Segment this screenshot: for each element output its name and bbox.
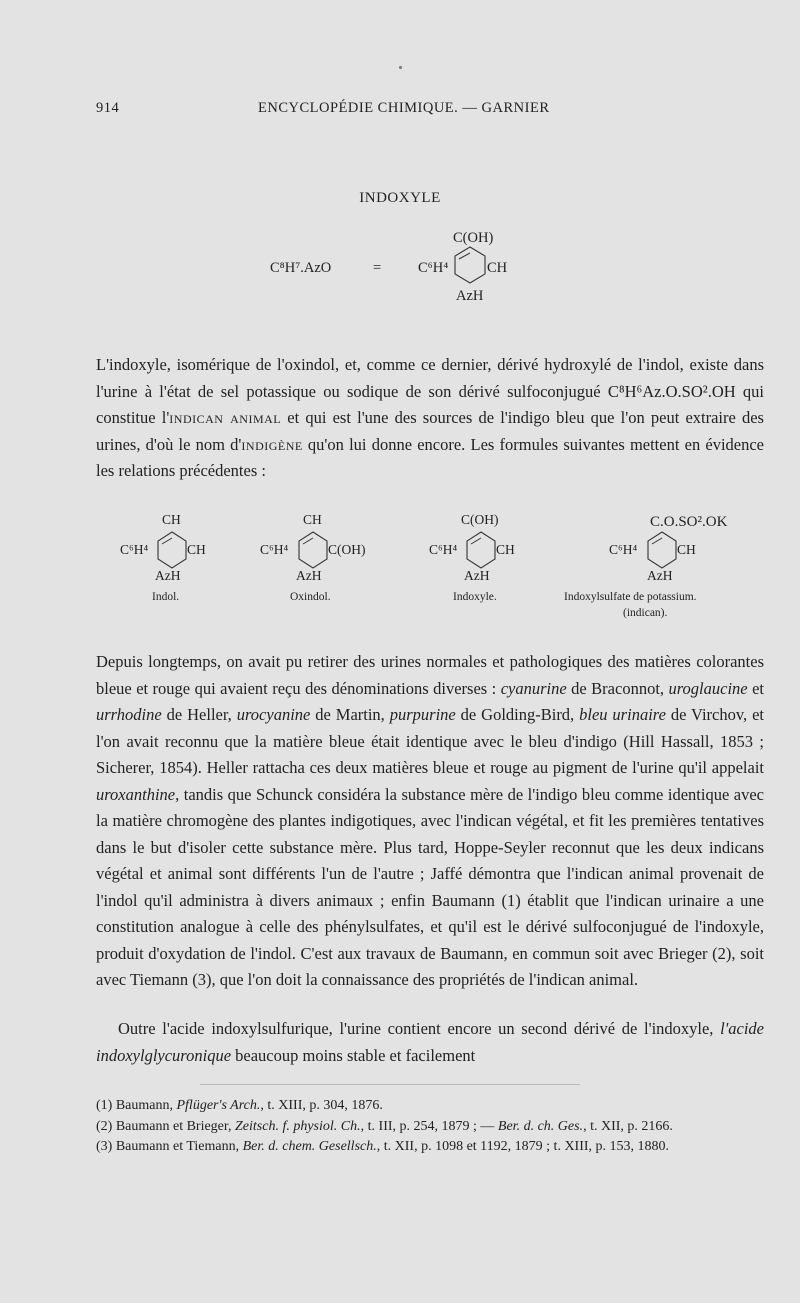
equation-equals: = bbox=[373, 260, 382, 276]
italic-term: l'acide indoxylglycuronique bbox=[96, 1019, 764, 1065]
footnote-journal: Ber. d. chem. Gesellsch. bbox=[242, 1139, 377, 1154]
footnote-text: , t. XII, p. 2166. bbox=[583, 1118, 673, 1134]
paragraph-text: qu'on lui donne encore. Les formules suivantes mettent en évidence les relations précédentes : bbox=[96, 434, 765, 480]
structure-top: C.O.SO².OK bbox=[650, 514, 728, 530]
italic-term: cyanurine bbox=[500, 678, 567, 698]
footnote-separator bbox=[200, 1084, 580, 1085]
italic-term: uroxanthine bbox=[96, 784, 176, 804]
structure-indoxyle bbox=[401, 512, 531, 637]
footnote-journal: Zeitsch. f. physiol. Ch. bbox=[235, 1118, 361, 1134]
equation-top-group: C(OH) bbox=[453, 230, 494, 246]
structure-ring-right: CH bbox=[496, 542, 515, 557]
structure-indican bbox=[564, 512, 769, 637]
footnote-1 bbox=[96, 1096, 764, 1117]
paragraph-text: L'indoxyle, isomérique de l'oxindol, et, comme ce dernier, dérivé hydroxylé de l'indol, existe dans l'urine à l'état de sel potassique ou sodique de son dérivé sulfoconjugué C⁸H⁶Az.O.SO².OH qui constitue l' bbox=[96, 355, 764, 427]
structure-top: C(OH) bbox=[461, 512, 499, 527]
structure-label: Indoxyle. bbox=[453, 591, 497, 603]
italic-term: uroglaucine bbox=[668, 678, 748, 698]
footnote-2 bbox=[96, 1117, 764, 1138]
footnote-journal: Pflüger's Arch. bbox=[176, 1098, 261, 1113]
italic-term: bleu urinaire bbox=[579, 705, 666, 724]
structure-bottom: AzH bbox=[155, 568, 181, 583]
structure-top: CH bbox=[303, 512, 322, 527]
structure-ring-right: CH bbox=[187, 542, 206, 557]
structure-label: Indol. bbox=[152, 591, 180, 603]
structure-bottom: AzH bbox=[464, 568, 490, 583]
italic-term: urrhodine bbox=[96, 705, 162, 724]
paragraph-text: Outre l'acide indoxylsulfurique, l'urine contient encore un second dérivé de l'indoxyle, bbox=[118, 1019, 721, 1038]
structure-top: CH bbox=[162, 512, 181, 527]
running-title: ENCYCLOPÉDIE CHIMIQUE. — GARNIER bbox=[258, 100, 550, 116]
footnote-text: , t. III, p. 254, 1879 ; — bbox=[360, 1118, 498, 1134]
footnote-text: (2) Baumann et Brieger, bbox=[96, 1118, 236, 1134]
structure-ring-left: C⁶H⁴ bbox=[120, 542, 149, 557]
structure-ring-right: CH bbox=[677, 542, 696, 557]
structure-label: Indoxylsulfate de potassium. bbox=[564, 591, 697, 603]
paragraph-text: de Virchov, et l'on avait reconnu que la matière bleue était identique avec le bleu d'indigo (Hill Hassall, 1853 ; Sicherer, 1854). Heller rattacha ces deux matières bleue et rouge au pigment de l'urine qu'il appelait bbox=[96, 705, 764, 777]
structure-bottom: AzH bbox=[296, 568, 322, 583]
indoxyle-equation bbox=[270, 225, 570, 315]
structure-oxindol bbox=[236, 512, 376, 637]
structure-ring-left: C⁶H⁴ bbox=[260, 542, 289, 557]
structure-label: Oxindol. bbox=[290, 591, 331, 603]
equation-ring-right: CH bbox=[487, 260, 508, 276]
paragraph-text: et qui est l'une des sources de l'indigo bleu que l'on peut extraire des urines, d'où le nom d' bbox=[96, 408, 764, 454]
structure-ring-right: C(OH) bbox=[328, 542, 366, 557]
footnote-journal: Ber. d. ch. Ges. bbox=[497, 1118, 584, 1134]
footnote-3 bbox=[96, 1137, 764, 1158]
small-caps-term: indigène bbox=[241, 434, 303, 454]
footnotes bbox=[96, 1096, 764, 1158]
structural-formulas bbox=[96, 512, 776, 637]
footnote-text: , t. XIII, p. 304, 1876. bbox=[260, 1098, 383, 1113]
paragraph-history bbox=[96, 649, 764, 994]
footnote-text: (1) Baumann, bbox=[96, 1098, 177, 1113]
paragraph-text: de Heller, bbox=[161, 705, 237, 724]
structure-ring-left: C⁶H⁴ bbox=[609, 542, 638, 557]
paragraph-indoxyle-intro bbox=[96, 352, 764, 485]
paragraph-text: Depuis longtemps, on avait pu retirer des urines normales et pathologiques des matières colorantes bleue et rouge qui avaient reçu des dénominations diverses : bbox=[96, 652, 764, 698]
equation-left-formula: C⁸H⁷.AzO bbox=[270, 260, 332, 276]
paragraph-text: et bbox=[747, 678, 764, 698]
equation-bottom-group: AzH bbox=[456, 288, 484, 304]
paragraph-text: de Golding-Bird, bbox=[455, 705, 580, 724]
equation-ring-left: C⁶H⁴ bbox=[418, 260, 449, 276]
section-title: INDOXYLE bbox=[359, 190, 441, 206]
page-number: 914 bbox=[96, 100, 120, 116]
italic-term: purpurine bbox=[389, 705, 456, 724]
paragraph-text: beaucoup moins stable et facilement bbox=[231, 1045, 476, 1065]
paragraph-text: , tandis que Schunck considéra la substance mère de l'indigo bleu comme identique avec la matière chromogène des plantes indigotiques, avec l'indican végétal, et fit les premières tentatives dans le but d'isoler cette substance mère. Plus tard, Hoppe-Seyler reconnut que les deux indicans végétal et animal sont différents l'un de l'autre ; Jaffé démontra que l'indican animal provenait de l'indol qu'il administra à divers animaux ; enfin Baumann (1) établit que l'indican urinaire a une constitution analogue à celle des phénylsulfates, et qu'il est le dérivé sulfoconjugué de l'indoxyle, produit d'oxydation de l'indol. C'est aux travaux de Baumann, en commun soit avec Brieger (2), soit avec Tiemann (3), que l'on doit la connaissance des propriétés de l'indican animal. bbox=[96, 784, 764, 989]
paragraph-text: de Martin, bbox=[310, 705, 390, 724]
structure-indol bbox=[96, 512, 206, 637]
structure-ring-left: C⁶H⁴ bbox=[429, 542, 458, 557]
small-caps-term: indican animal bbox=[169, 408, 282, 427]
structure-label-secondary: (indican). bbox=[623, 607, 668, 619]
structure-bottom: AzH bbox=[647, 568, 673, 583]
footnote-text: , t. XII, p. 1098 et 1192, 1879 ; t. XIII, p. 153, 1880. bbox=[376, 1139, 670, 1154]
paragraph-indoxylglycuronic bbox=[96, 1016, 764, 1069]
footnote-text: (3) Baumann et Tiemann, bbox=[96, 1139, 243, 1154]
running-head bbox=[96, 100, 756, 124]
paragraph-text: de Braconnot, bbox=[566, 678, 669, 698]
print-speck bbox=[399, 66, 402, 69]
italic-term: urocyanine bbox=[236, 705, 311, 724]
